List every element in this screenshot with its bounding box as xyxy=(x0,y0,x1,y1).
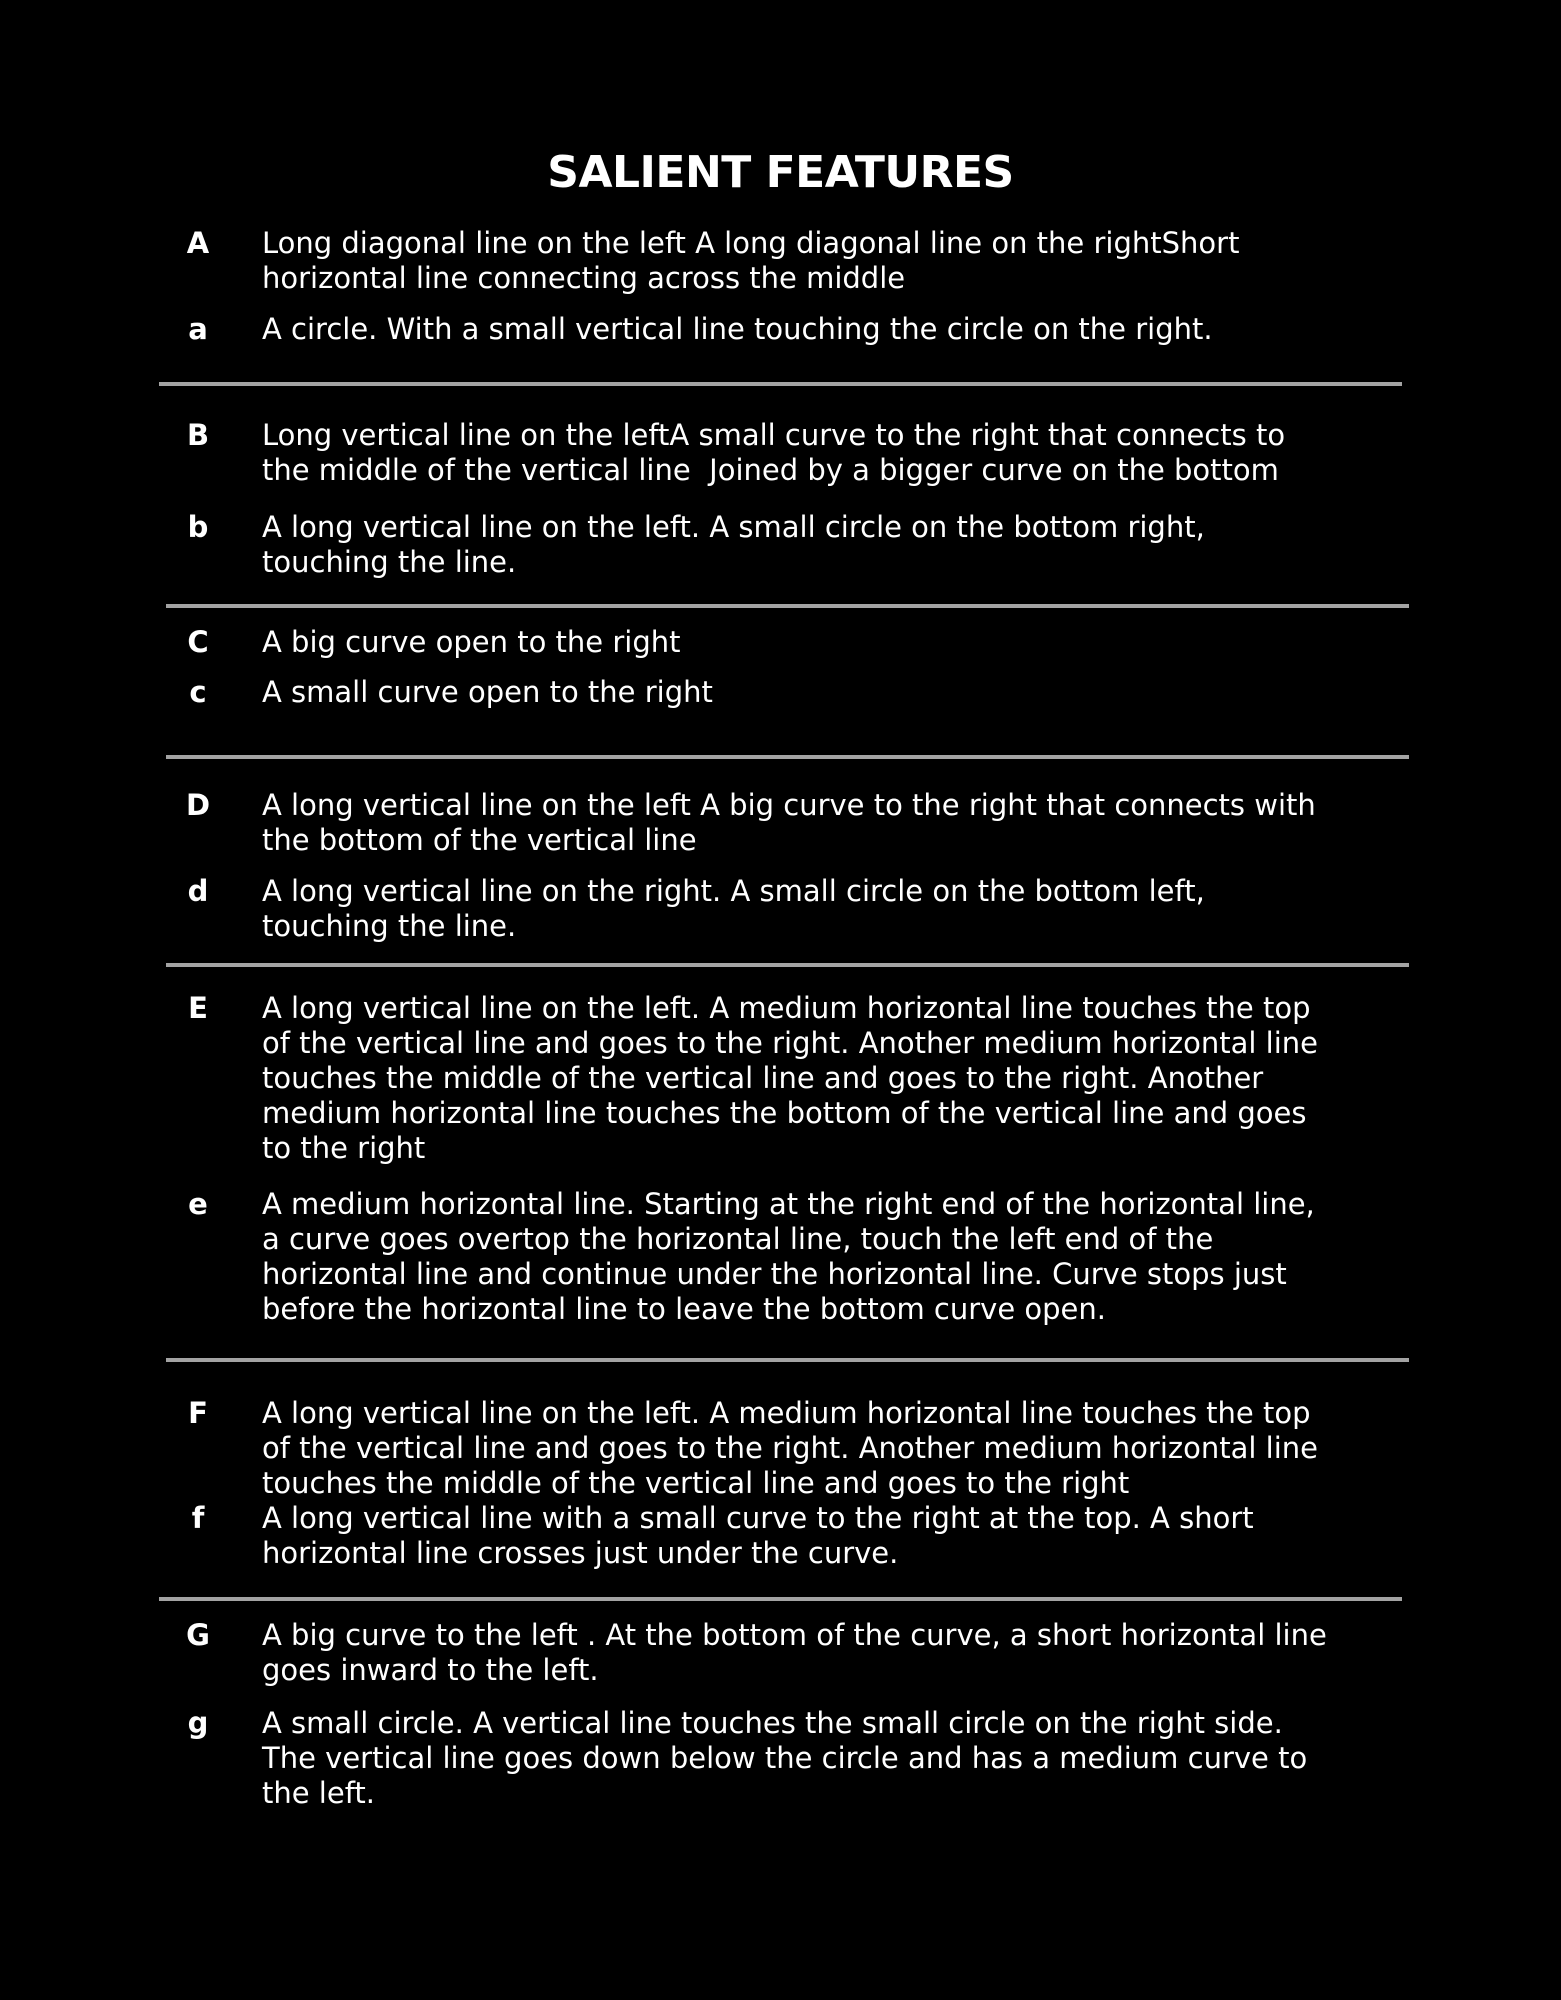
section-divider xyxy=(159,1597,1402,1601)
description-line: of the vertical line and goes to the right. Another medium horizontal line xyxy=(262,1026,1318,1060)
section-divider xyxy=(166,1358,1409,1362)
description-line: touches the middle of the vertical line and goes to the right. Another xyxy=(262,1061,1264,1095)
feature-letter: F xyxy=(188,1396,208,1430)
description-line: A small curve open to the right xyxy=(262,675,713,709)
feature-letter: B xyxy=(186,418,210,452)
feature-letter: a xyxy=(188,312,208,346)
description-line: A long vertical line on the left. A medium horizontal line touches the top xyxy=(262,1396,1311,1430)
feature-description xyxy=(262,675,1412,710)
description-line: medium horizontal line touches the bottom of the vertical line and goes xyxy=(262,1096,1307,1130)
feature-description xyxy=(262,788,1412,858)
description-line: touching the line. xyxy=(262,545,517,579)
description-line: of the vertical line and goes to the right. Another medium horizontal line xyxy=(262,1431,1318,1465)
feature-letter: G xyxy=(186,1618,210,1652)
description-line: A long vertical line on the left A big curve to the right that connects with xyxy=(262,788,1316,822)
feature-letter: E xyxy=(188,991,208,1025)
feature-description xyxy=(262,1706,1412,1811)
section-divider xyxy=(166,755,1409,759)
section-divider xyxy=(166,604,1409,608)
description-line: the middle of the vertical line Joined by a bigger curve on the bottom xyxy=(262,453,1279,487)
section-divider xyxy=(159,382,1402,386)
description-line: the left. xyxy=(262,1776,375,1810)
feature-description xyxy=(262,1396,1412,1501)
description-line: a curve goes overtop the horizontal line, touch the left end of the xyxy=(262,1222,1214,1256)
feature-letter: C xyxy=(187,625,209,659)
description-line: A big curve to the left . At the bottom of the curve, a short horizontal line xyxy=(262,1618,1327,1652)
description-line: A medium horizontal line. Starting at the right end of the horizontal line, xyxy=(262,1187,1315,1221)
feature-letter: e xyxy=(188,1187,208,1221)
description-line: A long vertical line on the left. A small circle on the bottom right, xyxy=(262,510,1205,544)
feature-description xyxy=(262,625,1412,660)
section-divider xyxy=(166,963,1409,967)
feature-description xyxy=(262,418,1412,488)
description-line: Long diagonal line on the left A long diagonal line on the rightShort xyxy=(262,226,1240,260)
description-line: A small circle. A vertical line touches the small circle on the right side. xyxy=(262,1706,1283,1740)
description-line: A circle. With a small vertical line touching the circle on the right. xyxy=(262,312,1213,346)
description-line: horizontal line crosses just under the curve. xyxy=(262,1536,899,1570)
description-line: the bottom of the vertical line xyxy=(262,823,697,857)
feature-letter: D xyxy=(185,788,211,822)
description-line: touches the middle of the vertical line and goes to the right xyxy=(262,1466,1130,1500)
description-line: before the horizontal line to leave the bottom curve open. xyxy=(262,1292,1106,1326)
description-line: to the right xyxy=(262,1131,426,1165)
description-line: A long vertical line with a small curve to the right at the top. A short xyxy=(262,1501,1254,1535)
feature-letter: c xyxy=(189,675,207,709)
description-line: touching the line. xyxy=(262,909,517,943)
page-title: SALIENT FEATURES xyxy=(547,147,1014,198)
feature-description xyxy=(262,1618,1412,1688)
feature-letter: d xyxy=(187,874,209,908)
description-line: The vertical line goes down below the circle and has a medium curve to xyxy=(262,1741,1308,1775)
description-line: A long vertical line on the right. A small circle on the bottom left, xyxy=(262,874,1205,908)
description-line: horizontal line connecting across the middle xyxy=(262,261,906,295)
description-line: horizontal line and continue under the horizontal line. Curve stops just xyxy=(262,1257,1287,1291)
feature-letter: A xyxy=(186,226,210,260)
description-line: A big curve open to the right xyxy=(262,625,681,659)
feature-description xyxy=(262,1187,1412,1327)
feature-letter: g xyxy=(187,1706,209,1740)
feature-letter: f xyxy=(191,1501,205,1535)
description-line: A long vertical line on the left. A medium horizontal line touches the top xyxy=(262,991,1311,1025)
feature-description xyxy=(262,991,1412,1166)
description-line: Long vertical line on the leftA small curve to the right that connects to xyxy=(262,418,1286,452)
feature-description xyxy=(262,510,1412,580)
feature-description xyxy=(262,312,1412,347)
feature-letter: b xyxy=(187,510,209,544)
description-line: goes inward to the left. xyxy=(262,1653,599,1687)
feature-description xyxy=(262,1501,1412,1571)
feature-description xyxy=(262,874,1412,944)
feature-description xyxy=(262,226,1412,296)
